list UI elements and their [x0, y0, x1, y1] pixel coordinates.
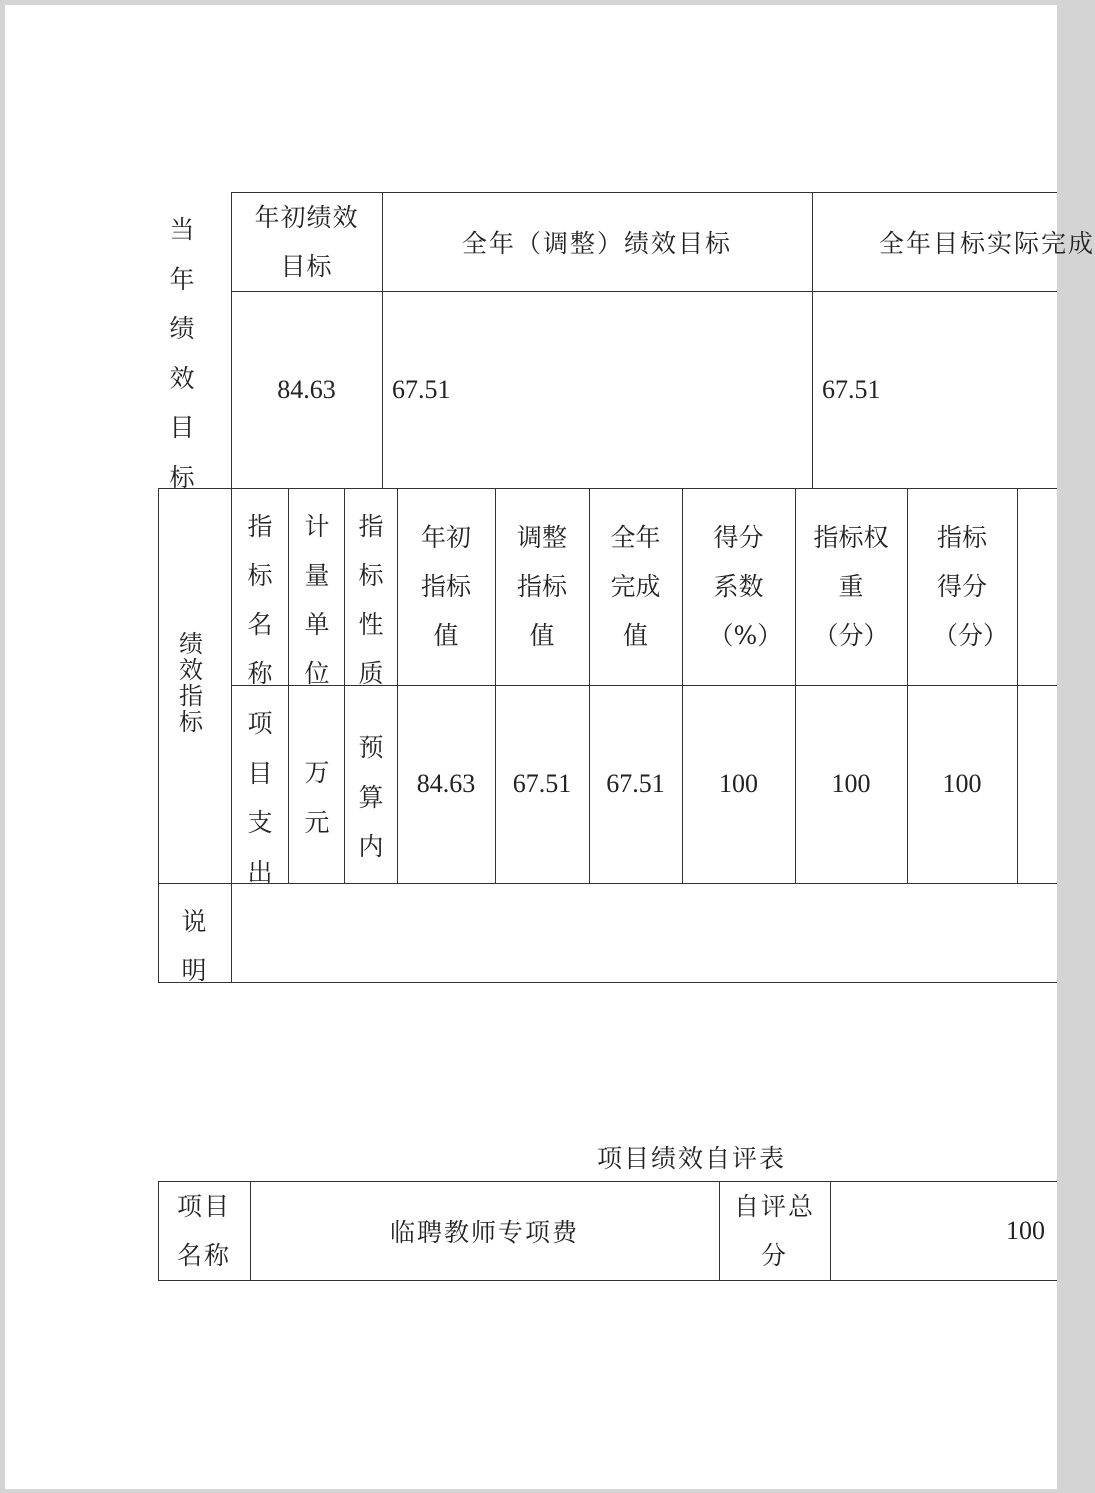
actual-goal-header-cell [812, 192, 1095, 291]
initial-goal-value: 84.63 [277, 374, 336, 404]
initial-goal-header-cell [231, 192, 382, 291]
document-page [5, 5, 1095, 1489]
header-score-cell [907, 488, 1017, 685]
header-score-coefficient: 得分系数（%） [708, 523, 783, 650]
adjusted-goal-header-cell [382, 192, 812, 291]
header-unit: 计 量 单 位 [304, 512, 330, 688]
header-adjusted-value: 调整指标值 [516, 523, 567, 650]
header-completed-value-cell [589, 488, 682, 685]
note-content [241, 895, 1011, 975]
indicator-name-value: 项 目 支 出 [247, 709, 273, 887]
actual-goal-header: 全年目标实际完成 [879, 228, 1095, 258]
goal-row-label: 当 年 绩 效 目 标 [169, 215, 195, 492]
total-score-label: 自评总分 [733, 1191, 815, 1270]
header-nature: 指 标 性 质 [358, 512, 384, 688]
self-eval-title: 项目绩效自评表 [597, 1144, 787, 1173]
indicator-score: 100 [942, 769, 982, 798]
total-score-value: 100 [1006, 1215, 1045, 1245]
project-name-label-cell [158, 1181, 250, 1280]
indicator-nature-value: 预 算 内 [358, 733, 384, 861]
indicator-weight: 100 [831, 769, 871, 798]
indicator-unit-value: 万 元 [304, 758, 330, 837]
header-weight: 指标权重（分） [813, 523, 889, 650]
header-weight-cell [795, 488, 907, 685]
header-score: 指标得分（分） [933, 523, 1009, 650]
actual-goal-value: 67.51 [822, 374, 881, 404]
total-score-label-cell [719, 1181, 830, 1280]
indicator-row-label: 绩 效 指 标 [179, 630, 203, 736]
header-indicator-name: 指 标 名 称 [247, 512, 273, 688]
project-name-value-cell [250, 1181, 719, 1280]
project-name-label: 项目名称 [176, 1191, 231, 1270]
adjusted-goal-header: 全年（调整）绩效目标 [461, 228, 732, 258]
adjusted-goal-value: 67.51 [392, 374, 451, 404]
header-adjusted-value-cell [495, 488, 589, 685]
indicator-score-coefficient: 100 [719, 769, 758, 798]
indicator-completed-value: 67.51 [606, 769, 665, 798]
indicator-initial-value: 84.63 [416, 769, 476, 798]
initial-goal-header: 年初绩效目标 [254, 202, 359, 281]
header-initial-value-cell [397, 488, 495, 685]
header-score-coefficient-cell [682, 488, 795, 685]
indicator-adjusted-value: 67.51 [512, 769, 572, 798]
header-initial-value: 年初指标值 [420, 523, 471, 650]
project-name-value: 临聘教师专项费 [389, 1217, 579, 1247]
note-row-label: 说 明 [181, 907, 207, 985]
header-completed-value: 全年完成值 [610, 523, 661, 650]
